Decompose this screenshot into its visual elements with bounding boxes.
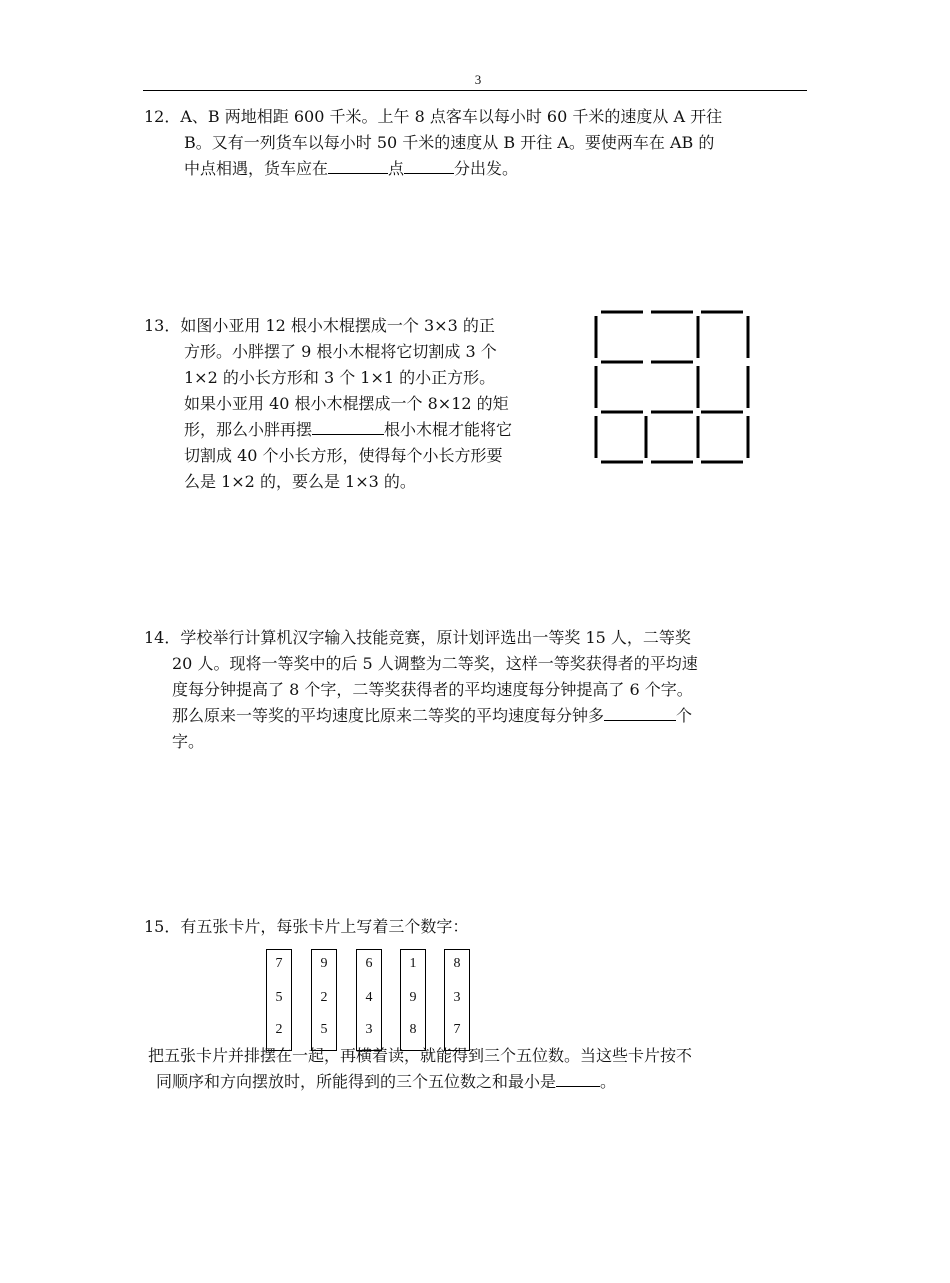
question-13-line-2: 方形。小胖摆了 9 根小木棍将它切割成 3 个 <box>184 342 497 361</box>
digit-card-2 <box>311 949 337 1051</box>
question-12-number: 12． <box>144 107 181 126</box>
question-14-line-4: 那么原来一等奖的平均速度比原来二等奖的平均速度每分钟多 个 <box>144 703 698 729</box>
question-15-line-3: 同顺序和方向摆放时，所能得到的三个五位数之和最小是 。 <box>148 1069 692 1095</box>
question-14-line-5: 字。 <box>172 732 205 751</box>
digit-card-1 <box>266 949 292 1051</box>
question-14 <box>144 625 698 755</box>
question-12-line-1: 12．A、B 两地相距 600 千米。上午 8 点客车以每小时 60 千米的速度从 A 开往 <box>144 107 723 126</box>
question-13-line-3: 1×2 的小长方形和 3 个 1×1 的小正方形。 <box>184 368 496 387</box>
question-14-line-3: 度每分钟提高了 8 个字，二等奖获得者的平均速度每分钟提高了 6 个字。 <box>172 680 693 699</box>
question-13-line-1: 13．如图小亚用 12 根小木棍摆成一个 3×3 的正 <box>144 316 495 335</box>
question-12-line-3: 中点相遇，货车应在 点 分出发。 <box>144 156 722 182</box>
answer-blank-min-sum[interactable] <box>556 1069 600 1087</box>
question-14-line-2: 20 人。现将一等奖中的后 5 人调整为二等奖，这样一等奖获得者的平均速 <box>172 654 698 673</box>
digit-card-5 <box>444 949 470 1051</box>
question-15 <box>144 914 468 940</box>
header-rule <box>143 90 807 91</box>
question-13-number: 13． <box>144 316 181 335</box>
card-digit: 4 <box>365 990 373 1005</box>
card-digit: 1 <box>409 956 417 971</box>
digit-card-4 <box>400 949 426 1051</box>
card-digit: 3 <box>365 1022 373 1037</box>
card-digit: 2 <box>320 990 328 1005</box>
card-digit: 3 <box>453 990 461 1005</box>
card-digit: 5 <box>320 1022 328 1037</box>
question-14-line-1: 14．学校举行计算机汉字输入技能竞赛，原计划评选出一等奖 15 人，二等奖 <box>144 628 691 647</box>
answer-blank-minute[interactable] <box>404 156 454 174</box>
answer-blank-difference[interactable] <box>604 703 676 721</box>
question-15-line-1: 15．有五张卡片，每张卡片上写着三个数字： <box>144 917 469 936</box>
answer-blank-sticks[interactable] <box>312 417 384 435</box>
stick-grid-figure <box>592 308 758 468</box>
page-number: 3 <box>474 72 482 87</box>
card-digit: 6 <box>365 956 373 971</box>
digit-card-3 <box>356 949 382 1051</box>
answer-blank-hour[interactable] <box>328 156 388 174</box>
question-13-line-5: 形，那么小胖再摆 根小木棍才能将它 <box>144 417 512 443</box>
card-digit: 5 <box>275 990 283 1005</box>
card-digit: 8 <box>409 1022 417 1037</box>
question-13-line-4: 如果小亚用 40 根小木棍摆成一个 8×12 的矩 <box>184 394 509 413</box>
card-digit: 2 <box>275 1022 283 1037</box>
question-13 <box>144 313 512 495</box>
card-digit: 9 <box>320 956 328 971</box>
question-13-line-6: 切割成 40 个小长方形，使得每个小长方形要 <box>184 446 503 465</box>
card-digit: 7 <box>453 1022 461 1037</box>
card-digit: 7 <box>275 956 283 971</box>
question-15-continued <box>148 1043 692 1095</box>
card-digit: 9 <box>409 990 417 1005</box>
card-digit: 8 <box>453 956 461 971</box>
question-12-line-2: B。又有一列货车以每小时 50 千米的速度从 B 开往 A。要使两车在 AB 的 <box>184 133 715 152</box>
question-15-line-2: 把五张卡片并排摆在一起，再横着读，就能得到三个五位数。当这些卡片按不 <box>148 1046 693 1065</box>
question-14-number: 14． <box>144 628 181 647</box>
question-13-line-7: 么是 1×2 的，要么是 1×3 的。 <box>184 472 416 491</box>
question-15-number: 15． <box>144 917 181 936</box>
question-12 <box>144 104 722 182</box>
